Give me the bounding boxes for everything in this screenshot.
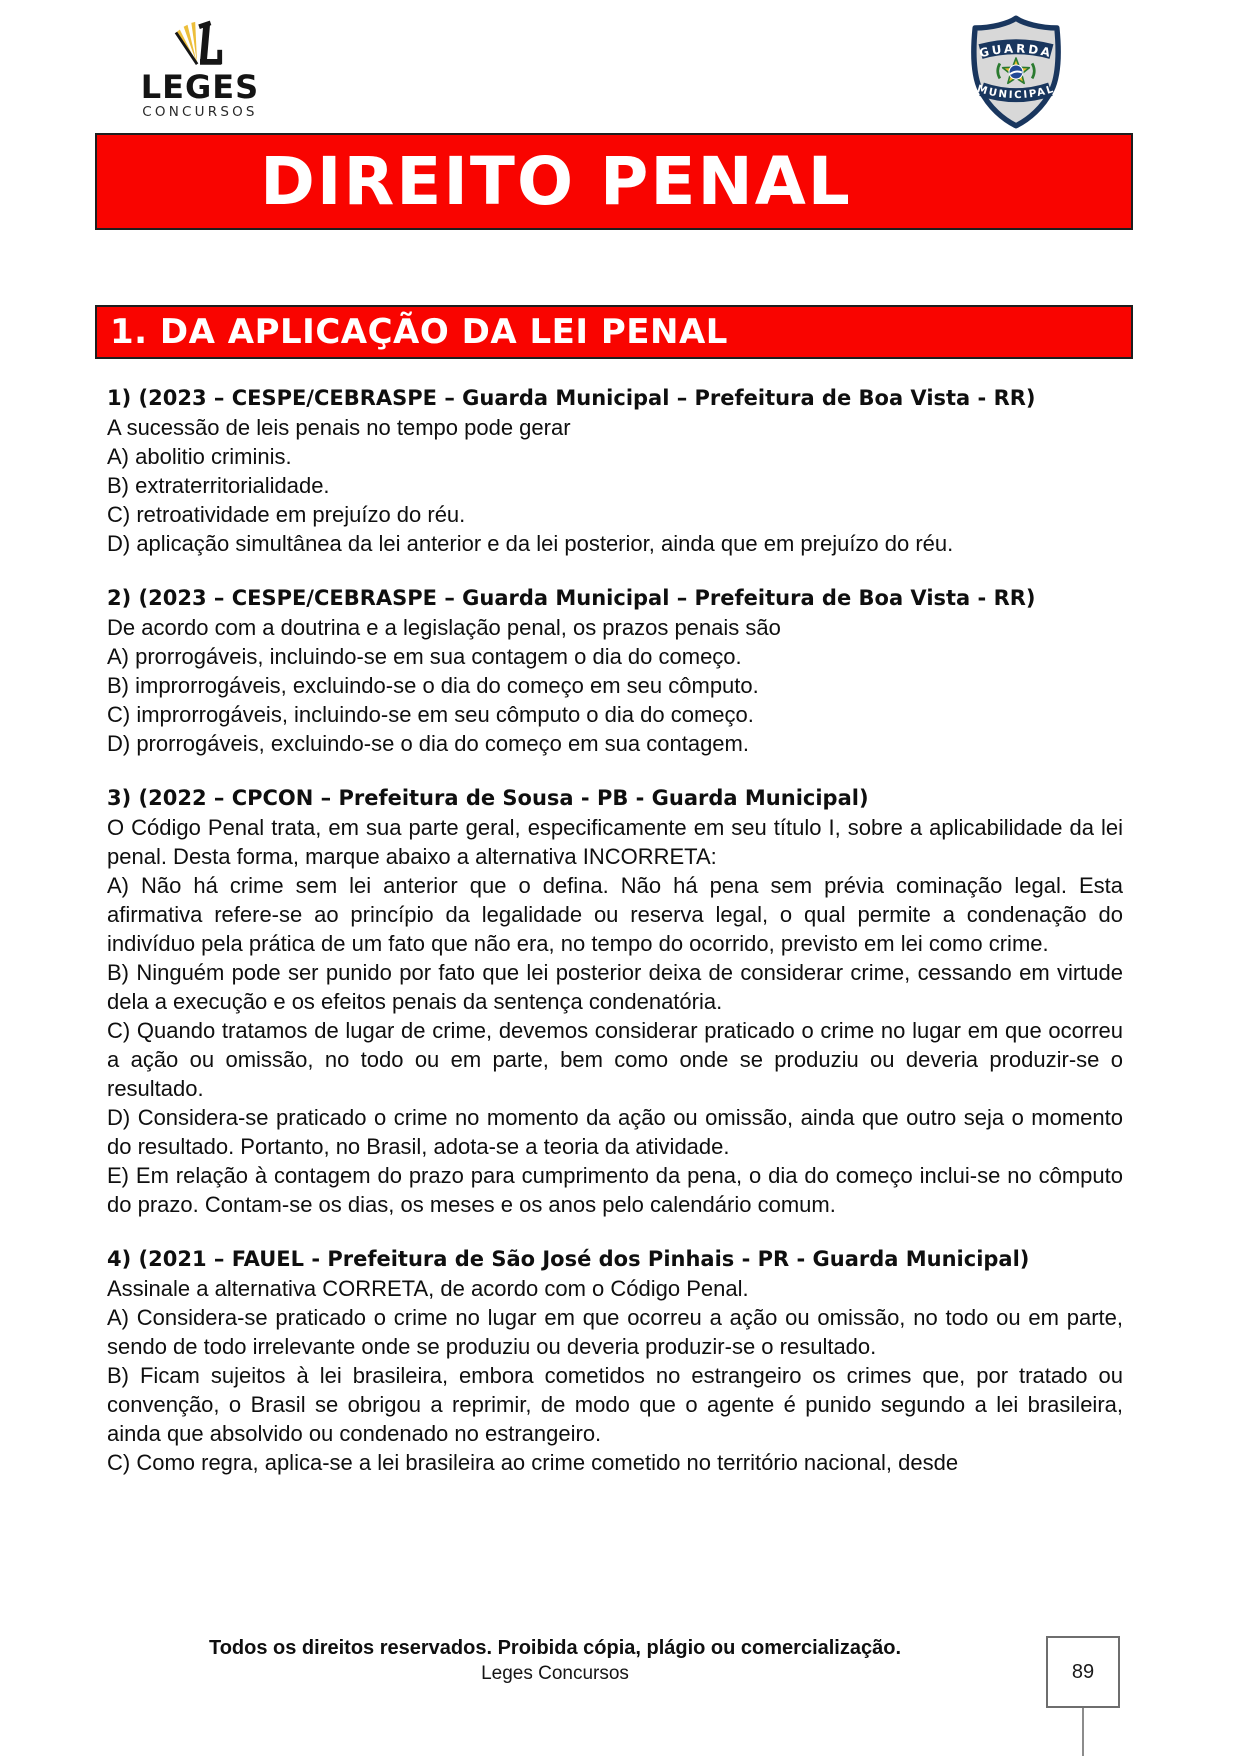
page-number: 89 [1071, 1660, 1095, 1683]
question-option: A) prorrogáveis, incluindo-se em sua contagem o dia do começo. [107, 644, 742, 669]
question-option: C) improrrogáveis, incluindo-se em seu cômputo o dia do começo. [107, 702, 754, 727]
shield-icon [961, 15, 1071, 129]
question-1 [107, 384, 1123, 558]
page-number-line [1082, 1708, 1084, 1756]
open-book-l-icon [171, 20, 229, 70]
question-3 [107, 784, 1123, 1219]
footer-rights-notice: Todos os direitos reservados. Proibida cópia, plágio ou comercialização. [208, 1637, 902, 1659]
badge-bottom-text: MUNICIPAL [975, 83, 1057, 102]
question-option: C) Quando tratamos de lugar de crime, devemos considerar praticado o crime no lugar em que ocorreu a ação ou omissão, no todo ou em parte, bem como onde se produziu ou deveria produzir-se o resultado. [107, 1018, 1123, 1101]
question-4 [107, 1245, 1123, 1477]
question-header: 3) (2022 – CPCON – Prefeitura de Sousa - PB - Guarda Municipal) [107, 786, 869, 810]
question-2 [107, 584, 1123, 758]
logo-name: LEGES [140, 68, 260, 106]
question-header: 2) (2023 – CESPE/CEBRASPE – Guarda Municipal – Prefeitura de Boa Vista - RR) [107, 586, 1036, 610]
question-option: B) Ficam sujeitos à lei brasileira, embora cometidos no estrangeiro os crimes que, por tratado ou convenção, o Brasil se obrigou a reprimir, de modo que o agente é punido segundo a lei brasileira, ainda que absolvido ou condenado no estrangeiro. [107, 1363, 1123, 1446]
question-option: A) Considera-se praticado o crime no lugar em que ocorreu a ação ou omissão, no todo ou em parte, sendo de todo irrelevante onde se produziu ou deveria produzir-se o resultado. [107, 1305, 1123, 1359]
question-option: B) extraterritorialidade. [107, 473, 330, 498]
question-option: D) aplicação simultânea da lei anterior e da lei posterior, ainda que em prejuízo do réu. [107, 531, 954, 556]
logo-subtitle: CONCURSOS [142, 104, 258, 120]
question-option: A) abolitio criminis. [107, 444, 292, 469]
section-header-bar [95, 305, 1133, 359]
question-header: 4) (2021 – FAUEL - Prefeitura de São José dos Pinhais - PR - Guarda Municipal) [107, 1247, 1030, 1271]
guarda-municipal-badge [961, 15, 1071, 134]
question-stem: De acordo com a doutrina e a legislação penal, os prazos penais são [107, 615, 781, 640]
question-stem: Assinale a alternativa CORRETA, de acordo com o Código Penal. [107, 1276, 749, 1301]
badge-top-text: GUARDA [977, 41, 1055, 61]
question-header: 1) (2023 – CESPE/CEBRASPE – Guarda Municipal – Prefeitura de Boa Vista - RR) [107, 386, 1036, 410]
question-option: C) retroatividade em prejuízo do réu. [107, 502, 466, 527]
question-option: C) Como regra, aplica-se a lei brasileira ao crime cometido no território nacional, desde [107, 1450, 959, 1475]
page-title: DIREITO PENAL [260, 143, 852, 220]
question-option: B) improrrogáveis, excluindo-se o dia do começo em seu cômputo. [107, 673, 759, 698]
question-option: A) Não há crime sem lei anterior que o defina. Não há pena sem prévia cominação legal. Esta afirmativa refere-se ao princípio da legalidade ou reserva legal, o qual permite a condenação do indivíduo pela prática de um fato que não era, no tempo do ocorrido, previsto em lei como crime. [107, 873, 1123, 956]
leges-logo [132, 20, 268, 120]
question-option: D) Considera-se praticado o crime no momento da ação ou omissão, ainda que outro seja o momento do resultado. Portanto, no Brasil, adota-se a teoria da atividade. [107, 1105, 1123, 1159]
question-stem: O Código Penal trata, em sua parte geral, especificamente em seu título I, sobre a aplicabilidade da lei penal. Desta forma, marque abaixo a alternativa INCORRETA: [107, 815, 1123, 869]
question-option: E) Em relação à contagem do prazo para cumprimento da pena, o dia do começo inclui-se no cômputo do prazo. Contam-se os dias, os meses e os anos pelo calendário comum. [107, 1163, 1123, 1217]
footer-brand: Leges Concursos [481, 1663, 629, 1684]
page-number-box [1046, 1636, 1120, 1708]
title-banner [95, 133, 1133, 230]
questions-area [107, 384, 1123, 1503]
question-option: D) prorrogáveis, excluindo-se o dia do começo em sua contagem. [107, 731, 749, 756]
question-option: B) Ninguém pode ser punido por fato que lei posterior deixa de considerar crime, cessando em virtude dela a execução e os efeitos penais da sentença condenatória. [107, 960, 1123, 1014]
question-stem: A sucessão de leis penais no tempo pode gerar [107, 415, 571, 440]
section-title: 1. DA APLICAÇÃO DA LEI PENAL [110, 312, 728, 352]
